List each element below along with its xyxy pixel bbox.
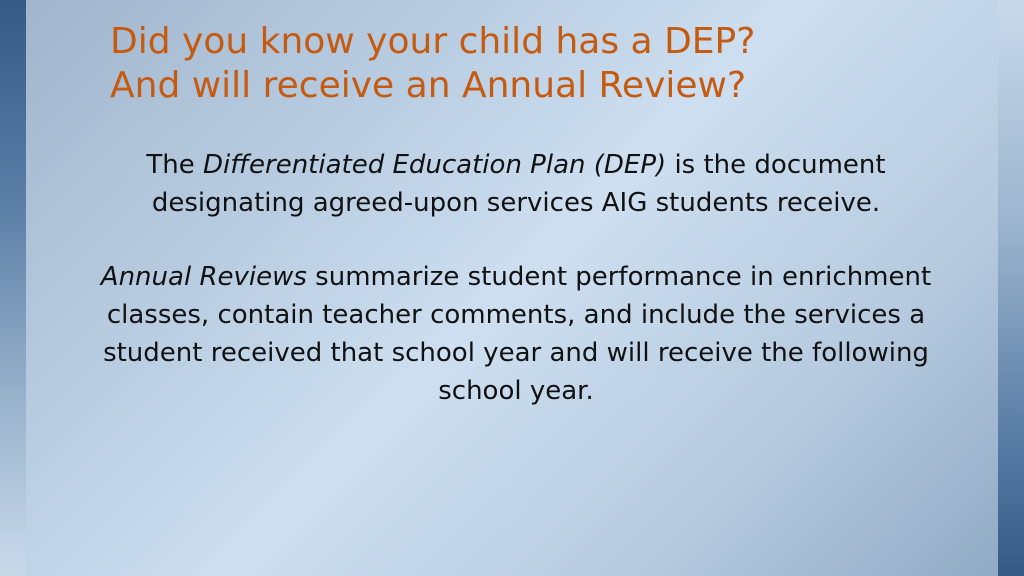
dep-text-lead: The (146, 150, 203, 180)
slide-title (110, 20, 990, 108)
dep-paragraph (86, 146, 946, 222)
right-accent-bar (998, 0, 1024, 576)
annual-review-text: summarize student performance in enrichment classes, contain teacher comments, and include the services a student received that school year and will receive the following school year. (103, 262, 932, 406)
slide-content (26, 0, 998, 576)
dep-term: Differentiated Education Plan (DEP) (203, 150, 667, 180)
title-line-1: Did you know your child has a DEP? (110, 21, 756, 62)
annual-reviews-term: Annual Reviews (100, 262, 307, 292)
slide-body (86, 146, 946, 446)
annual-review-paragraph (86, 258, 946, 410)
dep-text-rest: is the document designating agreed-upon services AIG students receive. (151, 150, 886, 218)
left-accent-bar (0, 0, 26, 576)
title-line-2: And will receive an Annual Review? (110, 65, 747, 106)
